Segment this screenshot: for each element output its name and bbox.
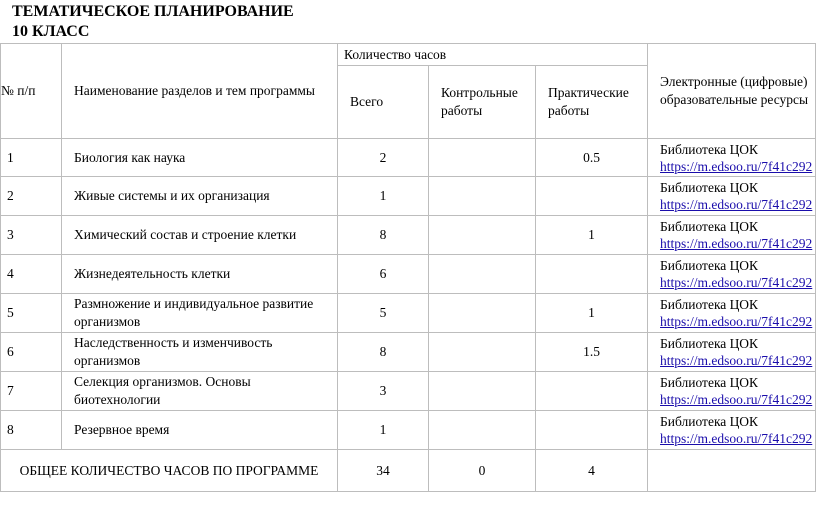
row-name: Живые системы и их организация [62,177,338,216]
row-num: 8 [1,411,62,450]
totals-total: 34 [338,450,429,492]
row-control [429,294,536,333]
table-row [1,372,816,411]
resource-label: Библиотека ЦОК [660,258,758,273]
page-title [12,2,294,42]
row-num: 1 [1,139,62,177]
row-practical: 1.5 [536,333,648,372]
table-row [1,294,816,333]
resource-label: Библиотека ЦОК [660,141,758,157]
row-num: 7 [1,372,62,411]
row-control [429,139,536,177]
row-practical: 0.5 [536,139,648,177]
row-total: 6 [338,255,429,294]
resource-link[interactable]: https://m.edsoo.ru/7f41c292 [660,197,813,212]
resource-link[interactable]: https://m.edsoo.ru/7f41c292 [660,353,813,368]
table-row [1,255,816,294]
row-control [429,216,536,255]
row-total: 2 [338,139,429,177]
row-total: 1 [338,411,429,450]
row-total: 1 [338,177,429,216]
table-row [1,411,816,450]
row-total: 8 [338,216,429,255]
header-name: Наименование разделов и тем программы [62,44,338,139]
row-control [429,255,536,294]
table-row [1,177,816,216]
table-row [1,139,816,177]
row-resource [648,333,816,372]
header-practical: Практические работы [536,66,648,139]
row-name: Химический состав и строение клетки [62,216,338,255]
row-practical: 1 [536,294,648,333]
header-row-1 [1,44,816,66]
table-row [1,333,816,372]
row-resource [648,216,816,255]
row-resource [648,255,816,294]
row-name: Биология как наука [62,139,338,177]
title-line-1: ТЕМАТИЧЕСКОЕ ПЛАНИРОВАНИЕ [12,3,294,20]
resource-link[interactable]: https://m.edsoo.ru/7f41c292 [660,314,813,329]
resource-link[interactable]: https://m.edsoo.ru/7f41c292 [660,392,813,407]
header-resources: Электронные (цифровые) образовательные ресурсы [648,44,816,139]
totals-resource [648,450,816,492]
row-resource [648,294,816,333]
row-control [429,177,536,216]
resource-link[interactable]: https://m.edsoo.ru/7f41c292 [660,158,813,174]
totals-practical: 4 [536,450,648,492]
row-resource [648,411,816,450]
resource-link[interactable]: https://m.edsoo.ru/7f41c292 [660,275,813,290]
planning-table [0,43,816,492]
resource-label: Библиотека ЦОК [660,297,758,312]
resource-label: Библиотека ЦОК [660,180,758,195]
resource-label: Библиотека ЦОК [660,336,758,351]
row-name: Размножение и индивидуальное развитие организмов [62,294,338,333]
title-line-2: 10 КЛАСС [12,23,90,40]
row-name: Резервное время [62,411,338,450]
resource-label: Библиотека ЦОК [660,414,758,429]
row-name: Селекция организмов. Основы биотехнологии [62,372,338,411]
resource-label: Библиотека ЦОК [660,219,758,234]
row-num: 3 [1,216,62,255]
row-total: 8 [338,333,429,372]
table-row [1,216,816,255]
totals-control: 0 [429,450,536,492]
row-num: 6 [1,333,62,372]
totals-label: ОБЩЕЕ КОЛИЧЕСТВО ЧАСОВ ПО ПРОГРАММЕ [1,450,338,492]
resource-link[interactable]: https://m.edsoo.ru/7f41c292 [660,236,813,251]
resource-link[interactable]: https://m.edsoo.ru/7f41c292 [660,431,813,446]
row-num: 4 [1,255,62,294]
row-practical [536,372,648,411]
header-hours: Количество часов [338,44,648,66]
row-practical [536,177,648,216]
row-control [429,333,536,372]
row-resource [648,372,816,411]
row-name: Наследственность и изменчивость организмов [62,333,338,372]
resource-label: Библиотека ЦОК [660,375,758,390]
row-control [429,411,536,450]
row-control [429,372,536,411]
row-practical [536,411,648,450]
header-control: Контрольные работы [429,66,536,139]
row-name: Жизнедеятельность клетки [62,255,338,294]
totals-row [1,450,816,492]
row-practical [536,255,648,294]
row-num: 2 [1,177,62,216]
row-total: 5 [338,294,429,333]
row-resource [648,139,816,177]
row-practical: 1 [536,216,648,255]
row-num: 5 [1,294,62,333]
header-num: № п/п [1,44,62,139]
row-resource [648,177,816,216]
header-total: Всего [338,66,429,139]
row-total: 3 [338,372,429,411]
